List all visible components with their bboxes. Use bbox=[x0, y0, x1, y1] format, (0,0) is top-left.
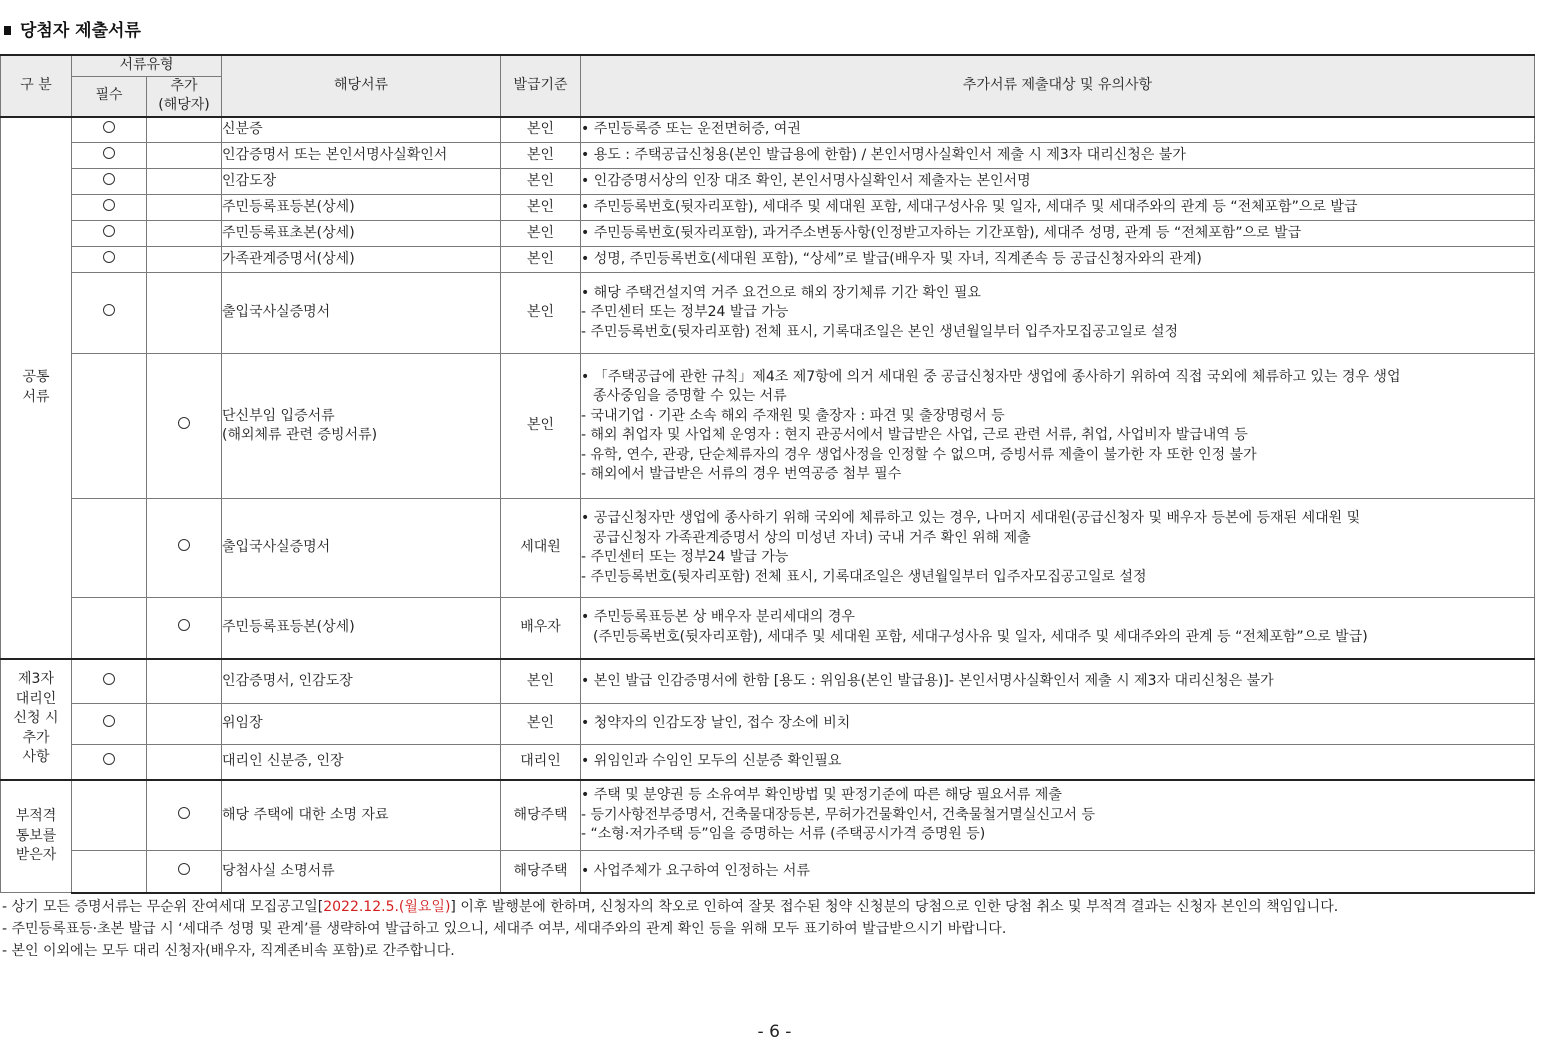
additional-mark bbox=[147, 169, 222, 195]
table-row bbox=[1, 143, 1535, 169]
additional-mark bbox=[147, 851, 222, 893]
notes: • 주민등록증 또는 운전면허증, 여권 bbox=[581, 117, 1535, 143]
notes: • 위임인과 수임인 모두의 신분증 확인필요 bbox=[581, 745, 1535, 780]
footnote-2: - 주민등록표등·초본 발급 시 ‘세대주 성명 및 관계’를 생략하여 발급하고 있으니, 세대주 여부, 세대주와의 관계 확인 등을 위해 모두 표기하여 발급받으시기 바랍니다. bbox=[2, 921, 1007, 937]
required-mark bbox=[72, 745, 147, 780]
circle-mark-icon bbox=[178, 807, 190, 819]
issuer: 본인 bbox=[501, 117, 581, 143]
table-row bbox=[1, 354, 1535, 499]
issuer: 본인 bbox=[501, 659, 581, 704]
additional-mark bbox=[147, 704, 222, 745]
group-proxy: 제3자 대리인 신청 시 추가 사항 bbox=[1, 659, 72, 780]
issuer: 본인 bbox=[501, 273, 581, 354]
notes: • 「주택공급에 관한 규칙」제4조 제7항에 의거 세대원 중 공급신청자만 생업에 종사하기 위하여 직접 국외에 체류하고 있는 경우 생업 종사중임을 증명할 수 있는 서류 - 국내기업 · 기관 소속 해외 주재원 및 출장자 : 파견 및 출장명령서 등 - 해외 취업자 및 사업체 운영자 : 현지 관공서에서 발급받은 사업, 근로 관련 서류, 취업, 사업비자 발급내역 등 - 유학, 연수, 관광, 단순체류자의 경우 생업사정을 인정할 수 없으며, 증빙서류 제출이 불가한 자 또한 인정 불가 - 해외에서 발급받은 서류의 경우 번역공증 첨부 필수 bbox=[581, 354, 1535, 499]
document-name: 주민등록표초본(상세) bbox=[222, 221, 501, 247]
document-name: 해당 주택에 대한 소명 자료 bbox=[222, 780, 501, 851]
notes: • 용도 : 주택공급신청용(본인 발급용에 한함) / 본인서명사실확인서 제출 시 제3자 대리신청은 불가 bbox=[581, 143, 1535, 169]
additional-mark bbox=[147, 354, 222, 499]
required-mark bbox=[72, 499, 147, 598]
issuer: 본인 bbox=[501, 354, 581, 499]
footnote-1: - 상기 모든 증명서류는 무순위 잔여세대 모집공고일[2022.12.5.(월요일)] 이후 발행분에 한하며, 신청자의 착오로 인하여 잘못 접수된 청약 신청분의 당첨으로 인한 당첨 취소 및 부적격 결과는 신청자 본인의 책임입니다. bbox=[2, 899, 1339, 915]
required-mark bbox=[72, 143, 147, 169]
circle-mark-icon bbox=[103, 304, 115, 316]
document-name: 주민등록표등본(상세) bbox=[222, 195, 501, 221]
header-document: 해당서류 bbox=[222, 55, 501, 117]
table-row bbox=[1, 745, 1535, 780]
notes: • 본인 발급 인감증명서에 한함 [용도 : 위임용(본인 발급용)]- 본인서명사실확인서 제출 시 제3자 대리신청은 불가 bbox=[581, 659, 1535, 704]
document-name: 인감도장 bbox=[222, 169, 501, 195]
table-row bbox=[1, 499, 1535, 598]
circle-mark-icon bbox=[103, 251, 115, 263]
header-required: 필수 bbox=[72, 76, 147, 117]
header-doc-type: 서류유형 bbox=[72, 55, 222, 76]
table-row bbox=[1, 221, 1535, 247]
table-row bbox=[1, 659, 1535, 704]
notes: • 주민등록번호(뒷자리포함), 과거주소변동사항(인정받고자하는 기간포함), 세대주 성명, 관계 등 “전체포함”으로 발급 bbox=[581, 221, 1535, 247]
required-mark bbox=[72, 247, 147, 273]
notice-date: 2022.12.5.(월요일) bbox=[323, 899, 451, 915]
circle-mark-icon bbox=[103, 673, 115, 685]
required-mark bbox=[72, 780, 147, 851]
additional-mark bbox=[147, 499, 222, 598]
notes: • 주민등록번호(뒷자리포함), 세대주 및 세대원 포함, 세대구성사유 및 일자, 세대주 및 세대주와의 관계 등 “전체포함”으로 발급 bbox=[581, 195, 1535, 221]
table-row bbox=[1, 169, 1535, 195]
notes: • 사업주체가 요구하여 인정하는 서류 bbox=[581, 851, 1535, 893]
circle-mark-icon bbox=[178, 619, 190, 631]
document-name: 주민등록표등본(상세) bbox=[222, 598, 501, 659]
circle-mark-icon bbox=[178, 539, 190, 551]
circle-mark-icon bbox=[178, 863, 190, 875]
document-name: 단신부임 입증서류 (해외체류 관련 증빙서류) bbox=[222, 354, 501, 499]
notes: • 성명, 주민등록번호(세대원 포함), “상세”로 발급(배우자 및 자녀, 직계존속 등 공급신청자와의 관계) bbox=[581, 247, 1535, 273]
notes: • 주민등록표등본 상 배우자 분리세대의 경우 (주민등록번호(뒷자리포함), 세대주 및 세대원 포함, 세대구성사유 및 일자, 세대주 및 세대주와의 관계 등 “전체포함”으로 발급) bbox=[581, 598, 1535, 659]
required-mark bbox=[72, 221, 147, 247]
header-gubun: 구 분 bbox=[1, 55, 72, 117]
document-name: 가족관계증명서(상세) bbox=[222, 247, 501, 273]
footnote-3: - 본인 이외에는 모두 대리 신청자(배우자, 직계존비속 포함)로 간주합니다. bbox=[2, 943, 455, 959]
document-name: 대리인 신분증, 인장 bbox=[222, 745, 501, 780]
issuer: 본인 bbox=[501, 704, 581, 745]
notes: • 공급신청자만 생업에 종사하기 위해 국외에 체류하고 있는 경우, 나머지 세대원(공급신청자 및 배우자 등본에 등재된 세대원 및 공급신청자 가족관계증명서 상의 미성년 자녀) 국내 거주 확인 위해 제출 - 주민센터 또는 정부24 발급 가능 - 주민등록번호(뒷자리포함) 전체 표시, 기록대조일은 생년월일부터 입주자모집공고일로 설정 bbox=[581, 499, 1535, 598]
additional-mark bbox=[147, 745, 222, 780]
table-row bbox=[1, 247, 1535, 273]
document-name: 출입국사실증명서 bbox=[222, 273, 501, 354]
circle-mark-icon bbox=[103, 753, 115, 765]
issuer: 본인 bbox=[501, 221, 581, 247]
circle-mark-icon bbox=[103, 147, 115, 159]
group-common: 공통 서류 bbox=[1, 117, 72, 659]
section-title: 당첨자 제출서류 bbox=[4, 16, 141, 41]
table-row bbox=[1, 195, 1535, 221]
notes: • 인감증명서상의 인장 대조 확인, 본인서명사실확인서 제출자는 본인서명 bbox=[581, 169, 1535, 195]
document-name: 인감증명서 또는 본인서명사실확인서 bbox=[222, 143, 501, 169]
header-notes: 추가서류 제출대상 및 유의사항 bbox=[581, 55, 1535, 117]
issuer: 본인 bbox=[501, 169, 581, 195]
issuer: 해당주택 bbox=[501, 851, 581, 893]
square-bullet-icon bbox=[4, 26, 11, 35]
notes: • 청약자의 인감도장 날인, 접수 장소에 비치 bbox=[581, 704, 1535, 745]
circle-mark-icon bbox=[103, 121, 115, 133]
issuer: 본인 bbox=[501, 143, 581, 169]
additional-mark bbox=[147, 195, 222, 221]
circle-mark-icon bbox=[103, 715, 115, 727]
circle-mark-icon bbox=[178, 417, 190, 429]
issuer: 세대원 bbox=[501, 499, 581, 598]
page-number: - 6 - bbox=[757, 1022, 792, 1042]
issuer: 본인 bbox=[501, 195, 581, 221]
circle-mark-icon bbox=[103, 173, 115, 185]
additional-mark bbox=[147, 598, 222, 659]
additional-mark bbox=[147, 247, 222, 273]
issuer: 배우자 bbox=[501, 598, 581, 659]
required-mark bbox=[72, 195, 147, 221]
table-row bbox=[1, 598, 1535, 659]
additional-mark bbox=[147, 273, 222, 354]
required-mark bbox=[72, 851, 147, 893]
additional-mark bbox=[147, 143, 222, 169]
required-mark bbox=[72, 354, 147, 499]
additional-mark bbox=[147, 659, 222, 704]
required-mark bbox=[72, 704, 147, 745]
document-name: 출입국사실증명서 bbox=[222, 499, 501, 598]
document-name: 당첨사실 소명서류 bbox=[222, 851, 501, 893]
table-row bbox=[1, 273, 1535, 354]
additional-mark bbox=[147, 780, 222, 851]
required-mark bbox=[72, 659, 147, 704]
required-mark bbox=[72, 117, 147, 143]
required-mark bbox=[72, 169, 147, 195]
document-name: 인감증명서, 인감도장 bbox=[222, 659, 501, 704]
notes: • 해당 주택건설지역 거주 요건으로 해외 장기체류 기간 확인 필요 - 주민센터 또는 정부24 발급 가능 - 주민등록번호(뒷자리포함) 전체 표시, 기록대조일은 본인 생년월일부터 입주자모집공고일로 설정 bbox=[581, 273, 1535, 354]
issuer: 대리인 bbox=[501, 745, 581, 780]
documents-table bbox=[0, 54, 1535, 894]
header-additional: 추가 (해당자) bbox=[147, 76, 222, 117]
table-row bbox=[1, 704, 1535, 745]
required-mark bbox=[72, 273, 147, 354]
table-row bbox=[1, 780, 1535, 851]
table-row bbox=[1, 851, 1535, 893]
group-ineligible: 부적격 통보를 받은자 bbox=[1, 780, 72, 893]
circle-mark-icon bbox=[103, 225, 115, 237]
notes: • 주택 및 분양권 등 소유여부 확인방법 및 판정기준에 따른 해당 필요서류 제출 - 등기사항전부증명서, 건축물대장등본, 무허가건물확인서, 건축물철거멸실신고서 등 - “소형·저가주택 등”임을 증명하는 서류 (주택공시가격 증명원 등) bbox=[581, 780, 1535, 851]
circle-mark-icon bbox=[103, 199, 115, 211]
document-name: 신분증 bbox=[222, 117, 501, 143]
table-row bbox=[1, 117, 1535, 143]
footnotes bbox=[2, 896, 1338, 962]
additional-mark bbox=[147, 221, 222, 247]
issuer: 본인 bbox=[501, 247, 581, 273]
header-issuer: 발급기준 bbox=[501, 55, 581, 117]
additional-mark bbox=[147, 117, 222, 143]
issuer: 해당주택 bbox=[501, 780, 581, 851]
document-name: 위임장 bbox=[222, 704, 501, 745]
required-mark bbox=[72, 598, 147, 659]
